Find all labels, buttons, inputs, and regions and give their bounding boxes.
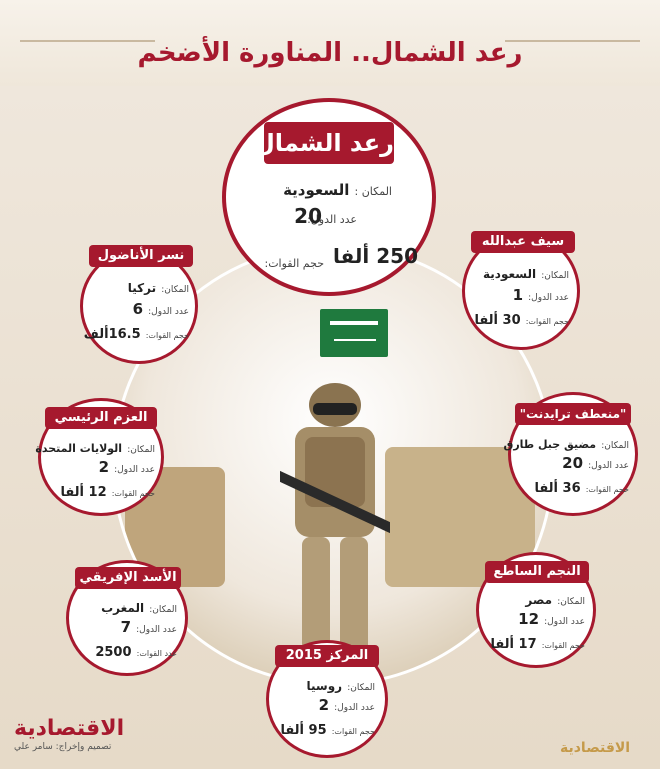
- main-place-label: المكان :: [354, 185, 392, 198]
- main-forces-value: 250 ألفا: [333, 244, 418, 268]
- place-label: المكان:: [541, 271, 569, 281]
- forces-value: 17 ألفا: [490, 637, 537, 652]
- exercise-name: "منعطف ترايدنت": [515, 403, 631, 425]
- forces-value: 2500: [95, 645, 132, 660]
- saudi-flag-icon: [320, 309, 388, 357]
- place-value: المغرب: [101, 601, 145, 615]
- exercise-name: الأسد الإفريقي: [75, 567, 181, 589]
- exercise-name: المركز 2015: [275, 645, 379, 667]
- countries-value: 2: [318, 696, 330, 714]
- place-value: السعودية: [483, 267, 537, 281]
- exercise-card-trident-juncture: [503, 392, 638, 516]
- exercise-card-abdullah-sword: [462, 232, 580, 350]
- exercise-name: نسر الأناضول: [89, 245, 193, 267]
- place-label: المكان:: [347, 683, 375, 693]
- forces-value: 36 ألفا: [534, 481, 581, 496]
- forces-value: 16.5ألف: [83, 327, 141, 342]
- exercise-card-bright-star: [476, 552, 596, 668]
- countries-label: عدد الدول:: [148, 307, 189, 317]
- brand-watermark: الاقتصادية: [560, 740, 631, 756]
- main-forces-label: حجم القوات:: [264, 257, 324, 270]
- place-value: مضيق جبل طارق: [503, 438, 597, 451]
- countries-label: عدد الدول:: [528, 293, 569, 303]
- header: [0, 0, 660, 86]
- main-countries-label: عدد الدول:: [307, 213, 357, 226]
- place-value: تركيا: [127, 281, 157, 295]
- brand-logo: الاقتصادية: [14, 716, 125, 741]
- exercise-card-center-2015: [266, 640, 388, 758]
- forces-label: حجم القوات:: [145, 331, 189, 340]
- place-value: مصر: [525, 593, 553, 607]
- countries-value: 7: [120, 618, 132, 636]
- forces-value: 95 ألفا: [280, 723, 327, 738]
- exercise-name: النجم الساطع: [485, 561, 589, 583]
- soldier-icon: [280, 377, 390, 677]
- place-label: المكان:: [557, 597, 585, 607]
- forces-label: حجم القوات:: [525, 317, 569, 326]
- place-label: المكان:: [601, 441, 629, 451]
- forces-label: حجم القوات:: [541, 641, 585, 650]
- main-exercise-card: [222, 98, 436, 296]
- forces-label: حجم القوات:: [585, 485, 629, 494]
- place-label: المكان:: [127, 445, 155, 455]
- main-countries-value: 20: [294, 204, 322, 228]
- countries-label: عدد الدول:: [588, 461, 629, 471]
- design-credit: تصميم وإخراج: سامر علي: [14, 742, 112, 752]
- place-value: روسيا: [306, 679, 343, 693]
- forces-label: حجم القوات:: [111, 489, 155, 498]
- exercise-card-african-lion: [66, 560, 188, 676]
- place-value: الولايات المتحدة: [35, 442, 123, 455]
- countries-value: 2: [98, 458, 110, 476]
- forces-label: حجم القوات:: [331, 727, 375, 736]
- exercise-name: سيف عبدالله: [471, 231, 575, 253]
- countries-label: عدد الدول:: [136, 625, 177, 635]
- forces-label: عدد القوات:: [136, 649, 177, 658]
- main-place-value: السعودية: [283, 181, 350, 199]
- countries-value: 12: [518, 610, 540, 628]
- exercise-card-anatolian-eagle: [80, 248, 198, 364]
- main-exercise-name: رعد الشمال: [264, 122, 394, 164]
- forces-value: 30 ألفا: [474, 313, 521, 328]
- countries-value: 6: [132, 300, 144, 318]
- exercise-name: العزم الرئيسي: [45, 407, 157, 429]
- place-label: المكان:: [161, 285, 189, 295]
- place-label: المكان:: [149, 605, 177, 615]
- countries-label: عدد الدول:: [114, 465, 155, 475]
- countries-value: 20: [562, 454, 584, 472]
- page-title: رعد الشمال.. المناورة الأضخم: [137, 38, 523, 68]
- countries-value: 1: [512, 286, 524, 304]
- exercise-card-resolute-main: [35, 398, 164, 516]
- countries-label: عدد الدول:: [544, 617, 585, 627]
- forces-value: 12 ألفا: [60, 485, 107, 500]
- countries-label: عدد الدول:: [334, 703, 375, 713]
